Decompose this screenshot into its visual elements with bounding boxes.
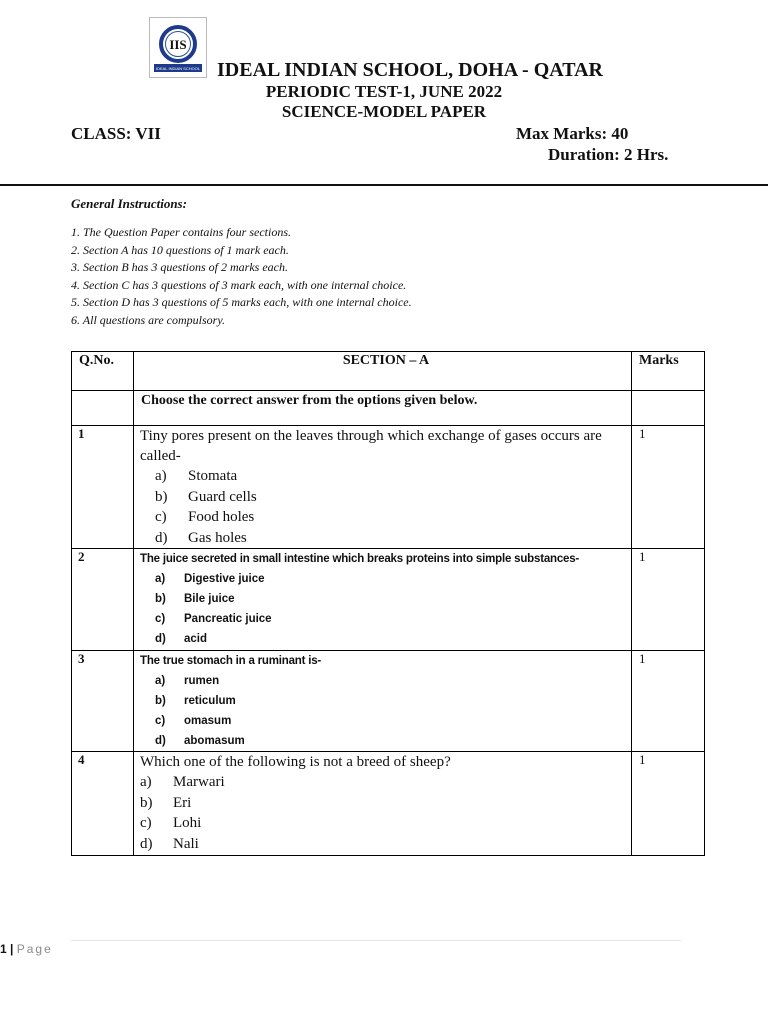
question-cell — [134, 549, 632, 651]
option-letter: a) — [155, 468, 167, 484]
test-name: PERIODIC TEST-1, JUNE 2022 — [265, 82, 503, 101]
option-letter: c) — [155, 509, 167, 525]
option-item — [140, 793, 631, 814]
question-number: 2 — [72, 549, 134, 651]
options-list — [140, 569, 631, 649]
option-item — [140, 528, 631, 549]
footer-divider — [71, 940, 681, 941]
svg-text:IDEAL INDIAN SCHOOL: IDEAL INDIAN SCHOOL — [155, 66, 201, 71]
question-number: 1 — [72, 426, 134, 549]
empty-cell — [632, 391, 705, 426]
question-number: 4 — [72, 752, 134, 856]
option-letter: c) — [140, 815, 152, 831]
question-table — [71, 351, 705, 856]
options-list — [140, 671, 631, 751]
option-item — [140, 691, 631, 711]
option-letter: d) — [155, 529, 168, 546]
section-header: SECTION – A — [134, 352, 632, 391]
instruction-item: 1. The Question Paper contains four sections. — [71, 225, 291, 239]
question-cell — [134, 651, 632, 752]
option-item — [140, 487, 631, 508]
option-text: reticulum — [184, 695, 236, 707]
option-letter: d) — [140, 835, 153, 852]
option-letter: b) — [155, 593, 166, 605]
option-text: abomasum — [184, 735, 245, 747]
table-row — [72, 752, 705, 856]
header-divider — [0, 184, 768, 186]
option-letter: c) — [155, 715, 166, 727]
options-list — [140, 466, 631, 548]
instruction-item: 4. Section C has 3 questions of 3 mark each, with one internal choice. — [71, 277, 407, 292]
option-letter: d) — [155, 633, 166, 645]
class-label: CLASS: VII — [71, 124, 161, 143]
option-item — [140, 629, 631, 649]
option-item — [140, 507, 631, 528]
option-text: Gas holes — [188, 529, 247, 546]
option-letter: a) — [155, 573, 166, 585]
table-row — [72, 426, 705, 549]
option-item — [140, 569, 631, 589]
question-text: The juice secreted in small intestine which breaks proteins into simple substances- — [140, 553, 580, 565]
option-letter: c) — [155, 613, 166, 625]
option-text: Food holes — [188, 509, 255, 525]
instruction-item: 6. All questions are compulsory. — [71, 312, 225, 327]
question-marks: 1 — [632, 549, 705, 651]
option-letter: d) — [155, 735, 166, 747]
option-text: Marwari — [173, 774, 225, 790]
page-number: 1 — [0, 942, 7, 956]
option-item — [140, 813, 631, 834]
option-letter: a) — [140, 774, 152, 790]
qno-header: Q.No. — [72, 352, 134, 391]
page-footer — [0, 942, 53, 956]
question-text: Tiny pores present on the leaves through which exchange of gases occurs are called- — [140, 428, 602, 464]
option-item — [140, 711, 631, 731]
question-cell — [134, 426, 632, 549]
instruction-item: 3. Section B has 3 questions of 2 marks each. — [71, 260, 288, 275]
marks-header: Marks — [632, 352, 705, 391]
paper-title: SCIENCE-MODEL PAPER — [281, 102, 487, 121]
option-text: acid — [184, 633, 208, 645]
option-text: Digestive juice — [184, 573, 265, 585]
option-letter: b) — [140, 794, 153, 811]
option-letter: a) — [155, 675, 166, 687]
option-text: Bile juice — [184, 593, 235, 605]
empty-cell — [72, 391, 134, 426]
question-number: 3 — [72, 651, 134, 752]
page-separator: | — [10, 942, 14, 956]
svg-text:IIS: IIS — [169, 37, 187, 52]
option-item — [140, 466, 631, 487]
option-item — [140, 772, 631, 793]
instruction-item: 2. Section A has 10 questions of 1 mark each. — [71, 242, 289, 257]
option-text: Guard cells — [188, 488, 257, 505]
option-letter: b) — [155, 488, 168, 505]
instructions-list — [71, 224, 412, 330]
max-marks: Max Marks: 40 — [516, 124, 629, 143]
direction-row — [72, 391, 705, 426]
instruction-item: 5. Section D has 3 questions of 5 marks each, with one internal choice. — [71, 295, 412, 310]
option-text: Lohi — [173, 815, 202, 831]
option-text: Nali — [173, 835, 199, 852]
question-cell — [134, 752, 632, 856]
option-item — [140, 671, 631, 691]
option-item — [140, 589, 631, 609]
option-text: Pancreatic juice — [184, 613, 272, 625]
direction-text: Choose the correct answer from the options given below. — [134, 391, 632, 426]
table-header-row — [72, 352, 705, 391]
question-text: Which one of the following is not a breed of sheep? — [140, 754, 451, 770]
option-text: rumen — [184, 675, 220, 687]
option-item — [140, 731, 631, 751]
option-item — [140, 834, 631, 855]
instructions-heading: General Instructions: — [71, 196, 187, 211]
option-item — [140, 609, 631, 629]
option-letter: b) — [155, 695, 166, 707]
question-marks: 1 — [632, 651, 705, 752]
table-row — [72, 549, 705, 651]
duration: Duration: 2 Hrs. — [548, 145, 669, 164]
option-text: omasum — [184, 715, 232, 727]
school-name: IDEAL INDIAN SCHOOL, DOHA - QATAR — [217, 59, 603, 81]
table-row — [72, 651, 705, 752]
options-list — [140, 772, 631, 854]
option-text: Stomata — [188, 468, 238, 484]
question-text: The true stomach in a ruminant is- — [140, 655, 322, 667]
page-label: Page — [16, 942, 53, 956]
question-marks: 1 — [632, 752, 705, 856]
question-marks: 1 — [632, 426, 705, 549]
option-text: Eri — [173, 794, 192, 811]
